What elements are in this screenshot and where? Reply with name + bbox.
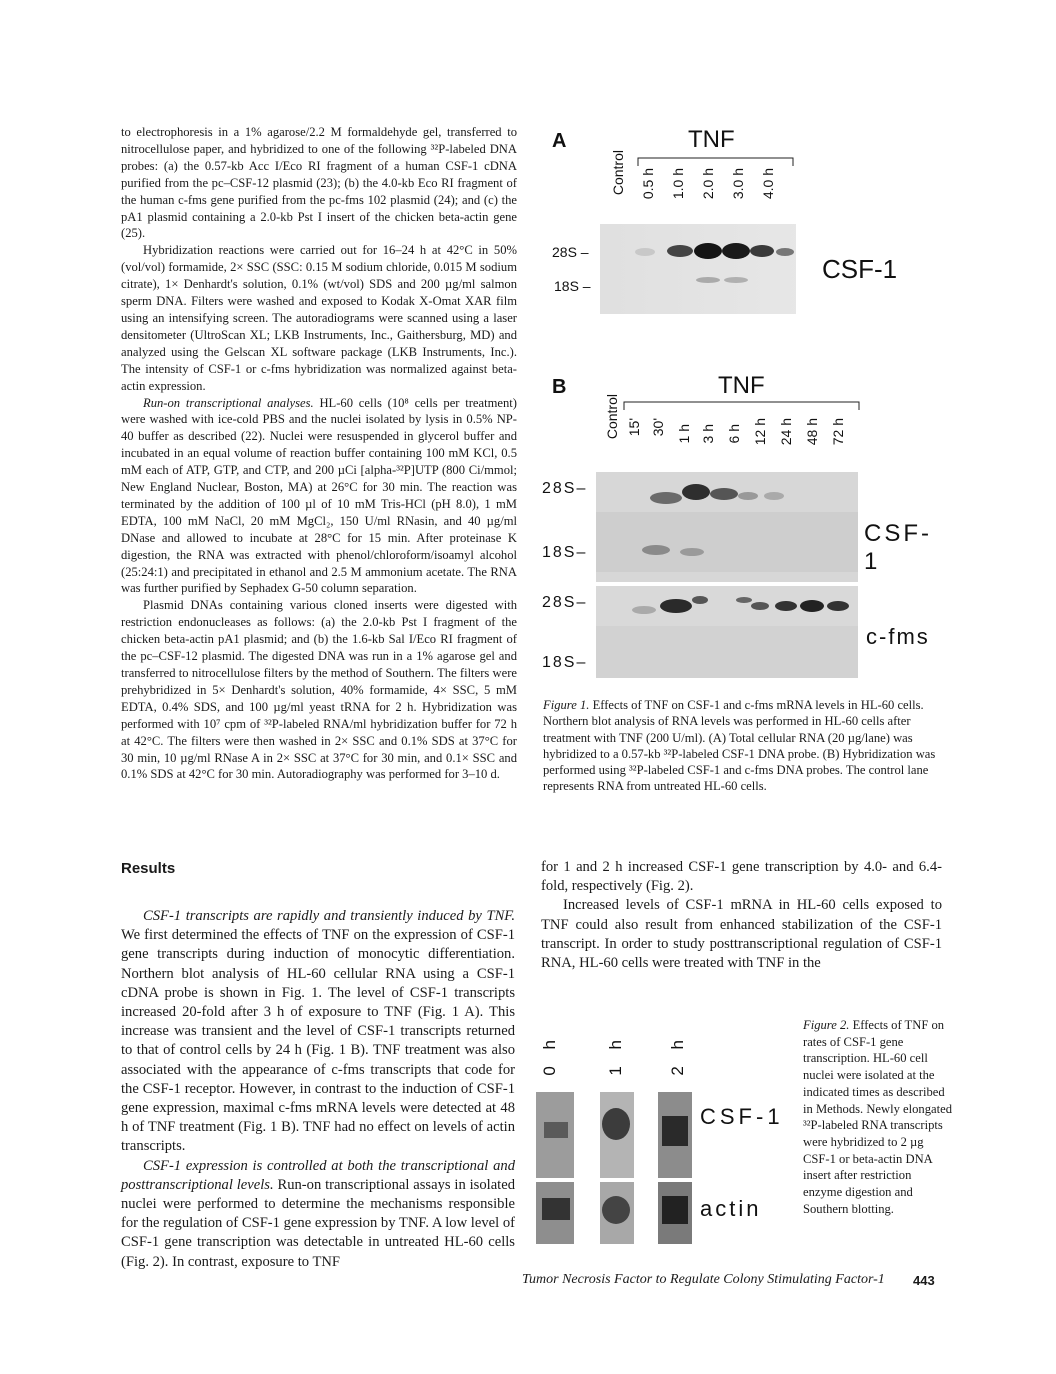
panel-b-blot-csf1	[596, 472, 858, 582]
paragraph: Increased levels of CSF-1 mRNA in HL-60 cells exposed to TNF could also result from enhanced stabilization of the CSF-1 transcript. In order to study posttranscriptional regulation of CSF-1 RNA, HL-60 cells were treated with TNF in the	[541, 897, 942, 972]
paragraph-body: HL-60 cells (10⁸ cells per treatment) were washed with ice-cold PBS and the nuclei isolated by lysis in 0.5% NP-40 buffer as described (22). Nuclei were resuspended in glycerol buffer and incubated in an equal volume of reaction buffer containing 100 mM KCl, 0.5 mM each of ATP, GTP, and CTP, and 200 µCi [alpha-³²P]UTP (800 Ci/mmol; New England Nuclear, Boston, MA) at 26°C for 30 min. The reaction was terminated by the addition of 100 µl of 10 mM Tris-HCl (pH 8.0), 1 mM EDTA, 100 mM NaCl, 20 mM MgCl₂, 150 U/ml RNasin, and 40 µg/ml DNase and allowed to incubate at 28°C for 15 min. After proteinase K digestion, the RNA was extracted with phenol/chloroform/isoamyl alcohol (25:24:1) and precipitated in ethanol and 2.5 M ammonium acetate. The RNA was further purified by Sephadex G-50 column separation.	[121, 395, 517, 596]
paragraph	[121, 395, 517, 598]
lane-label: 15'	[626, 418, 642, 437]
panel-a-bracket	[636, 156, 796, 168]
lane-label: 1.0 h	[670, 168, 686, 200]
paragraph	[121, 1157, 515, 1272]
caption-text: Effects of TNF on rates of CSF-1 gene transcription. HL-60 cell nuclei were isolated at the indicated times as described in Methods. Newly elongated ³²P-labeled RNA transcripts were hybridized to 2 µg CSF-1 or beta-actin DNA insert after restriction enzyme digestion and Southern blotting.	[803, 1018, 952, 1216]
lane-label: 4.0 h	[760, 168, 776, 200]
caption-text: Effects of TNF on CSF-1 and c-fms mRNA levels in HL-60 cells. Northern blot analysis of RNA levels was performed in HL-60 cells after treatment with TNF (200 U/ml). (A) Total cellular RNA (20 µg/lane) was hybridized to a 0.57-kb ³²P-labeled CSF-1 DNA probe. (B) Hybridization was performed using ³²P-labeled CSF-1 and c-fms DNA probes. The control lane represents RNA from untreated HL-60 cells.	[543, 698, 936, 794]
paragraph: Hybridization reactions were carried out for 16–24 h at 42°C in 50% (vol/vol) formamide, 2× SSC (SSC: 0.15 M sodium chloride, 0.015 M sodium citrate), 1× Denhardt's solution, 0.1% (wt/vol) SDS and 200 µg/ml salmon sperm DNA. Filters were washed and exposed to Kodak X-Omat XAR film using an intensifying screen. The autoradiograms were scanned using a laser densitometer (UltroScan XL; LKB Instruments, Inc., Gaithersburg, MD) and analyzed using the Gelscan XL software package (LKB Instruments, Inc.). The intensity of CSF-1 or c-fms hybridization was normalized against beta-actin expression.	[121, 243, 517, 393]
panel-b-blot-cfms	[596, 586, 858, 678]
running-title: Tumor Necrosis Factor to Regulate Colony Stimulating Factor-1	[522, 1272, 885, 1287]
lane-label: 1 h	[606, 1034, 625, 1076]
probe-label-csf1: CSF-1	[700, 1104, 784, 1129]
paragraph: for 1 and 2 h increased CSF-1 gene transcription by 4.0- and 6.4-fold, respectively (Fig. 2).	[541, 859, 942, 895]
probe-label-csf1: CSF-1	[864, 520, 932, 575]
paragraph-body: Run-on transcriptional assays in isolated nuclei were performed to determine the mechanisms responsible for the regulation of CSF-1 gene expression by TNF. A low level of CSF-1 gene transcription was detectable in untreated HL-60 cells (Fig. 2). In contrast, exposure to TNF	[121, 1176, 515, 1270]
results-text-left	[121, 907, 515, 1272]
lane-label: 0.5 h	[640, 168, 656, 200]
paragraph: to electrophoresis in a 1% agarose/2.2 M formaldehyde gel, transferred to nitrocellulose paper, and hybridized to one of the following ³²P-labeled DNA probes: (a) the 0.57-kb Acc I/Eco RI fragment of a human CSF-1 cDNA purified from the pc–CSF-12 plasmid (23); (b) the 4.0-kb Eco RI fragment of the human c-fms gene purified from the pc-fms 102 plasmid (24); and (c) the pA1 plasmid containing a 2.0-kb Pst I insert of the chicken beta-actin gene (25).	[121, 125, 517, 241]
caption-label: Figure 2.	[803, 1018, 850, 1032]
paragraph: Plasmid DNAs containing various cloned inserts were digested with restriction endonucleases as follows: (a) the 2.0-kb Pst I fragment of the chicken beta-actin pA1 plasmid; and (b) the 1.6-kb Sal I/Eco RI fragment of the pc–CSF-12 plasmid. The digested DNA was run in a 1% agarose gel and transferred to nitrocellulose filters by the method of Southern. The filters were prehybridized in 5× Denhardt's solution, 40% formamide, 4× SSC, 5 mM EDTA, 0.4% SDS, and 100 µg/ml yeast tRNA for 2 h. Hybridization was performed with 10⁷ cpm of ³²P-labeled RNA/ml hybridization buffer for 72 h at 42°C. The filters were then washed in 2× SSC and 0.1% SDS at 37°C for 30 min, 10 µg/ml RNase A in 2× SSC at 37°C for 30 min, and 0.1× SSC and 0.1% SDS at 42°C for 30 min. Autoradiography was performed for 3–10 d.	[121, 598, 517, 782]
marker-28s: 28S –	[552, 244, 589, 260]
marker-18s: 18S–	[542, 654, 588, 671]
figure-1-caption	[543, 697, 940, 795]
probe-label-cfms: c-fms	[866, 624, 930, 649]
paragraph-body: We first determined the effects of TNF on the expression of CSF-1 gene transcripts during induction of monocytic differentiation. Northern blot analysis of HL-60 cellular RNA using a CSF-1 cDNA probe is shown in Fig. 1. The level of CSF-1 transcripts increased 20-fold after 3 h of exposure to TNF (Fig. 1 A). This increase was transient and the level of CSF-1 transcripts returned to that of control cells by 24 h (Fig. 1 B). TNF treatment was also associated with the appearance of c-fms transcripts that code for the CSF-1 receptor. However, in contrast to the induction of CSF-1 gene expression, maximal c-fms mRNA levels were detected at 48 h of TNF treatment (Fig. 1 B). TNF had no effect on levels of actin transcripts.	[121, 927, 515, 1155]
caption-label: Figure 1.	[543, 698, 590, 712]
lane-label: 30'	[650, 418, 666, 437]
lane-label: 2.0 h	[700, 168, 716, 200]
paragraph	[121, 907, 515, 1157]
lane-label: 12 h	[752, 418, 768, 446]
results-heading: Results	[121, 860, 176, 877]
lane-label: 6 h	[726, 424, 742, 444]
panel-b-letter: B	[552, 376, 567, 398]
methods-text	[121, 124, 517, 783]
results-text-right	[541, 858, 942, 973]
lane-label: 0 h	[540, 1034, 559, 1076]
marker-18s: 18S –	[554, 278, 591, 294]
lane-label: 1 h	[676, 424, 692, 444]
probe-label-csf1: CSF-1	[822, 254, 898, 284]
panel-b-bracket	[622, 400, 862, 412]
lane-label: 24 h	[778, 418, 794, 446]
marker-28s: 28S–	[542, 480, 588, 497]
lane-label: 3 h	[700, 424, 716, 444]
runon-heading: Run-on transcriptional analyses.	[143, 395, 314, 410]
figure-2-blot-actin	[536, 1182, 696, 1244]
figure-2-blot-csf1	[536, 1092, 696, 1178]
figure-1	[540, 120, 940, 680]
marker-28s: 28S–	[542, 594, 588, 611]
lane-label: 2 h	[668, 1034, 687, 1076]
lane-label: Control	[604, 394, 620, 440]
panel-a-blot	[600, 224, 796, 314]
figure-2	[536, 1032, 796, 1244]
panel-a-tnf-label: TNF	[688, 126, 735, 153]
panel-a-letter: A	[552, 130, 567, 152]
lane-label: Control	[610, 150, 626, 196]
subheading: CSF-1 transcripts are rapidly and transiently induced by TNF.	[143, 908, 515, 924]
lane-label: 48 h	[804, 418, 820, 446]
lane-label: 72 h	[830, 418, 846, 446]
figure-2-caption	[803, 1017, 953, 1217]
page-number: 443	[913, 1273, 935, 1288]
panel-b-tnf-label: TNF	[718, 372, 765, 399]
marker-18s: 18S–	[542, 544, 588, 561]
lane-label: 3.0 h	[730, 168, 746, 200]
subheading: CSF-1 expression is controlled at both the transcriptional and posttranscriptional levels.	[121, 1157, 515, 1193]
probe-label-actin: actin	[700, 1196, 762, 1221]
